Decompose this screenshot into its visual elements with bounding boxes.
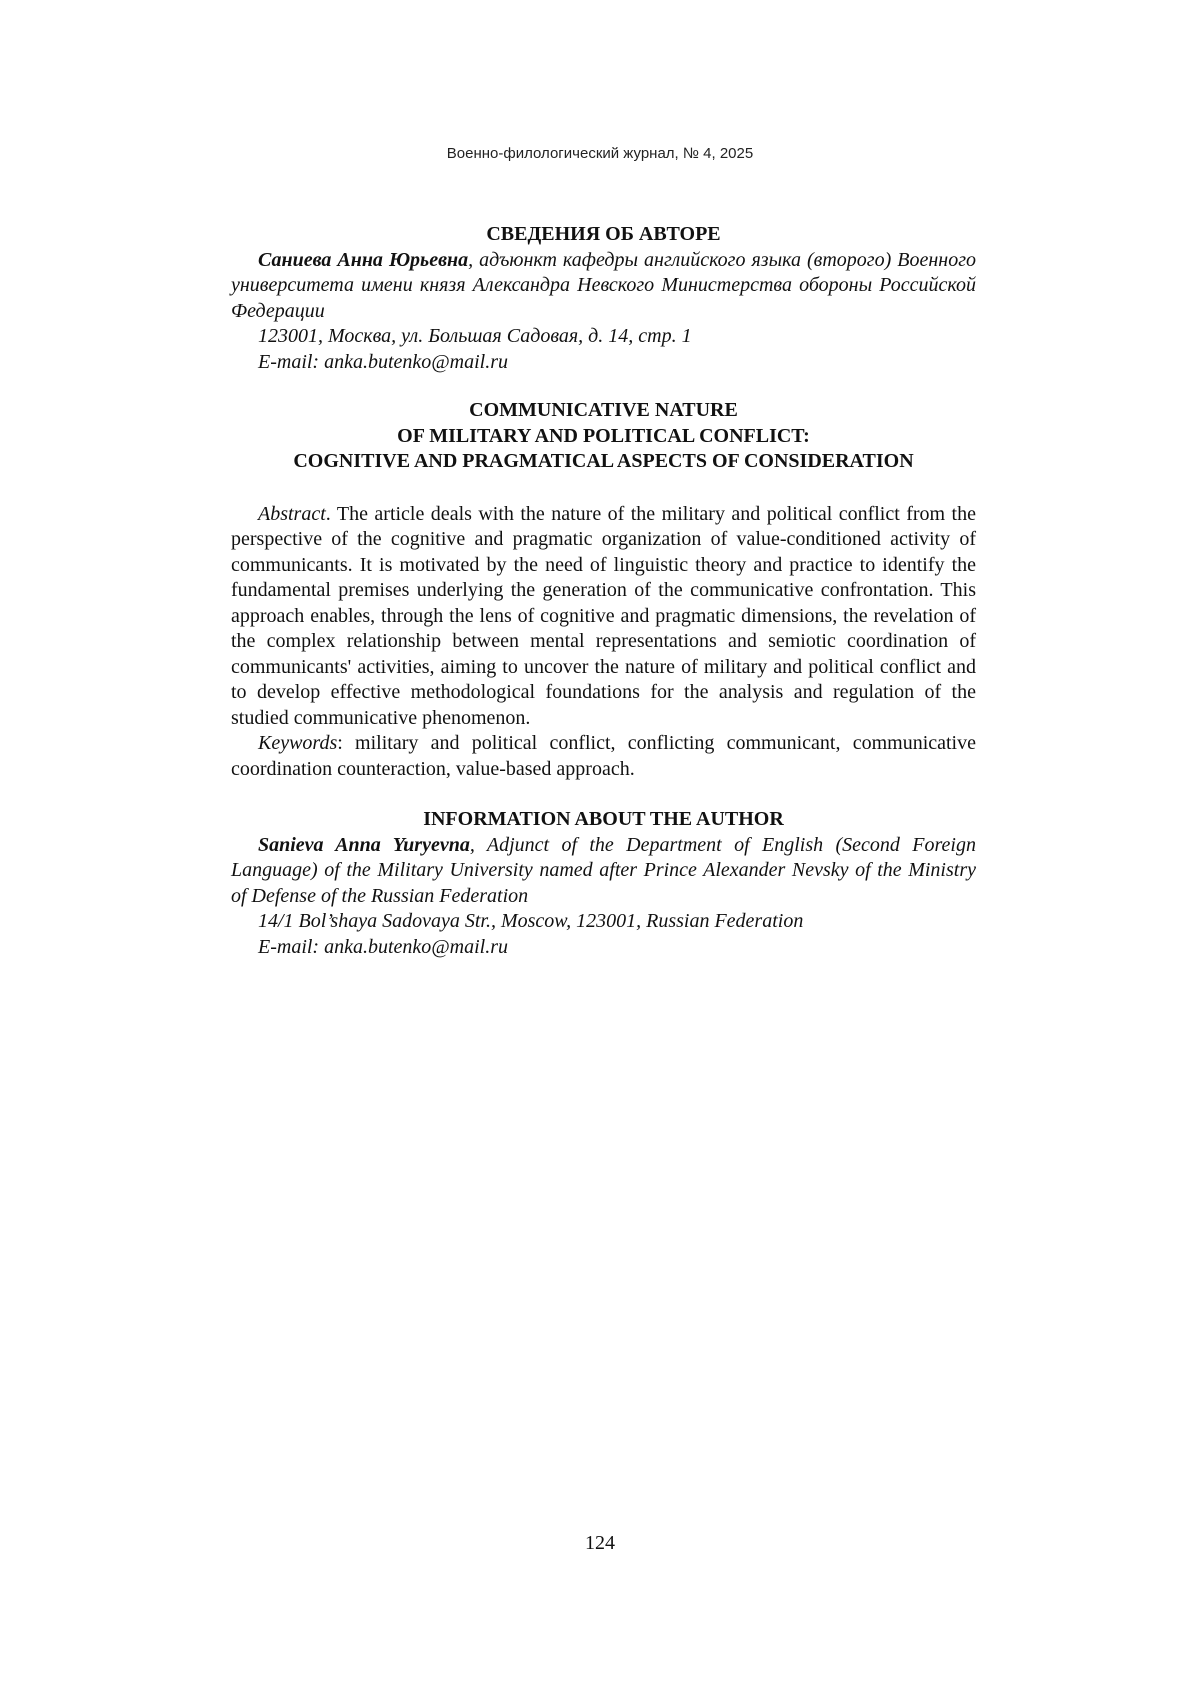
title-line-1: COMMUNICATIVE NATURE bbox=[469, 399, 738, 421]
en-author-section bbox=[231, 807, 976, 960]
ru-author-affiliation-paragraph bbox=[231, 248, 976, 325]
running-head: Военно-филологический журнал, № 4, 2025 bbox=[446, 145, 754, 162]
ru-author-section bbox=[231, 222, 976, 375]
abstract-section bbox=[231, 502, 976, 783]
page-number: 124 bbox=[585, 1532, 615, 1554]
keywords-paragraph bbox=[231, 731, 976, 782]
en-author-name: Sanieva Anna Yuryevna bbox=[258, 833, 470, 856]
en-author-address: 14/1 Bol’shaya Sadovaya Str., Moscow, 123001, Russian Federation bbox=[258, 910, 804, 932]
en-author-heading: INFORMATION ABOUT THE AUTHOR bbox=[423, 808, 784, 830]
ru-author-address: 123001, Москва, ул. Большая Садовая, д. 14, стр. 1 bbox=[258, 325, 692, 347]
title-line-2: OF MILITARY AND POLITICAL CONFLICT: bbox=[397, 424, 810, 447]
title-line-3: COGNITIVE AND PRAGMATICAL ASPECTS OF CONSIDERATION bbox=[293, 450, 914, 472]
ru-author-affiliation: , адъюнкт кафедры английского языка (второго) Военного университета имени князя Александра Невского Министерства обороны Российской Федерации bbox=[231, 248, 976, 322]
keywords-label: Keywords bbox=[258, 732, 338, 754]
keywords-text: : military and political conflict, conflicting communicant, communicative coordination counteraction, value-based approach. bbox=[231, 732, 976, 780]
en-author-affiliation: , Adjunct of the Department of English (Second Foreign Language) of the Military University named after Prince Alexander Nevsky of the Ministry of Defense of the Russian Federation bbox=[231, 833, 976, 907]
ru-author-email: E-mail: anka.butenko@mail.ru bbox=[258, 350, 509, 373]
en-author-email: E-mail: anka.butenko@mail.ru bbox=[258, 935, 509, 958]
abstract-paragraph bbox=[231, 502, 976, 732]
en-author-affiliation-paragraph bbox=[231, 833, 976, 910]
page-content bbox=[231, 222, 976, 960]
ru-author-name: Саниева Анна Юрьевна bbox=[258, 248, 469, 271]
abstract-text: . The article deals with the nature of the military and political conflict from the perspective of the cognitive and pragmatic organization of value-conditioned activity of communicants. It is motivated by the need of linguistic theory and practice to identify the fundamental premises underlying the generation of the communicative confrontation. This approach enables, through the lens of cognitive and pragmatic dimensions, the revelation of the complex relationship between mental representations and semiotic coordination of communicants' activities, aiming to uncover the nature of military and political conflict and to develop effective methodological foundations for the analysis and regulation of the studied communicative phenomenon. bbox=[231, 502, 976, 729]
article-title bbox=[231, 398, 976, 475]
abstract-label: Abstract bbox=[258, 502, 326, 525]
ru-author-heading: СВЕДЕНИЯ ОБ АВТОРЕ bbox=[486, 223, 721, 245]
